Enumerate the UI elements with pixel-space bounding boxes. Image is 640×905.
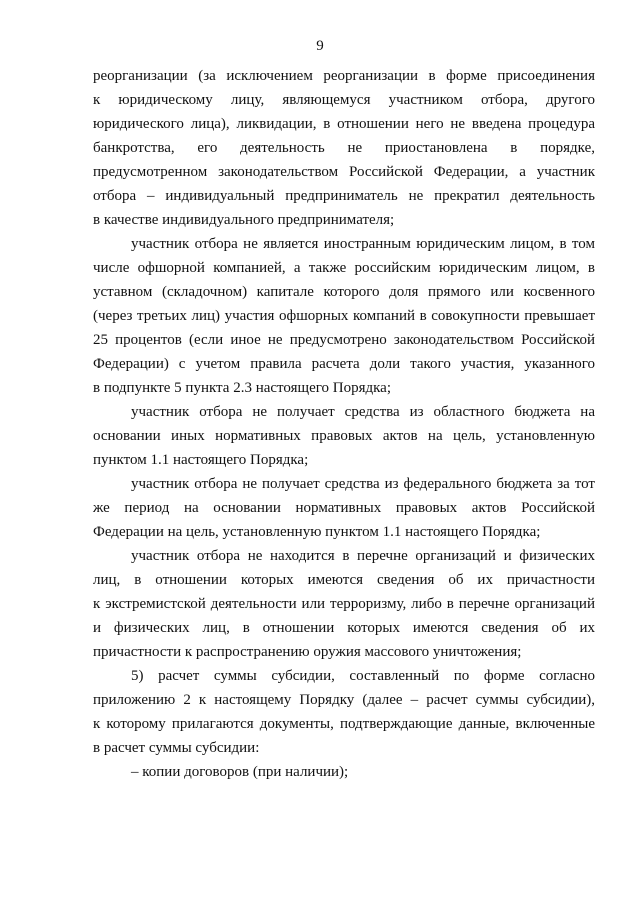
paragraph bbox=[93, 664, 595, 760]
text-line: к экстремистской деятельности или терроризму, либо в перечне организаций bbox=[93, 596, 595, 612]
text-line: числе офшорной компанией, а также российским юридическим лицом, в bbox=[93, 260, 595, 276]
paragraph bbox=[93, 544, 595, 664]
text-line: в качестве индивидуального предпринимателя; bbox=[93, 212, 395, 228]
text-line: в расчет суммы субсидии: bbox=[93, 740, 260, 756]
text-line: основании иных нормативных правовых актов на цель, установленную bbox=[93, 428, 595, 444]
text-line: уставном (складочном) капитале которого доля прямого или косвенного bbox=[93, 284, 595, 300]
text-line: лиц, в отношении которых имеются сведения об их причастности bbox=[93, 572, 595, 588]
text-line: предусмотренном законодательством Российской Федерации, а участник bbox=[93, 164, 595, 180]
text-line: в подпункте 5 пункта 2.3 настоящего Порядка; bbox=[93, 380, 392, 396]
text-line: юридического лица), ликвидации, в отношении него не введена процедура bbox=[93, 116, 595, 132]
text-line: причастности к распространению оружия массового уничтожения; bbox=[93, 644, 522, 660]
text-line: пунктом 1.1 настоящего Порядка; bbox=[93, 452, 309, 468]
document-body bbox=[93, 64, 595, 784]
text-line: (через третьих лиц) участия офшорных компаний в совокупности превышает bbox=[93, 308, 595, 324]
text-line: участник отбора не находится в перечне организаций и физических bbox=[131, 548, 595, 564]
text-line: – копии договоров (при наличии); bbox=[131, 764, 349, 780]
text-line: участник отбора не получает средства из федерального бюджета за тот bbox=[131, 476, 595, 492]
text-line: участник отбора не получает средства из областного бюджета на bbox=[131, 404, 595, 420]
text-line: и физических лиц, в отношении которых имеются сведения об их bbox=[93, 620, 595, 636]
paragraph bbox=[93, 472, 595, 544]
text-line: отбора – индивидуальный предприниматель не прекратил деятельность bbox=[93, 188, 595, 204]
text-line: 25 процентов (если иное не предусмотрено законодательством Российской bbox=[93, 332, 595, 348]
text-line: же период на основании нормативных правовых актов Российской bbox=[93, 500, 595, 516]
text-line: к которому прилагаются документы, подтверждающие данные, включенные bbox=[93, 716, 595, 732]
page-number: 9 bbox=[316, 38, 324, 54]
text-line: реорганизации (за исключением реорганизации в форме присоединения bbox=[93, 68, 595, 84]
text-line: Федерации) с учетом правила расчета доли такого участия, указанного bbox=[93, 356, 595, 372]
paragraph bbox=[93, 760, 595, 784]
text-line: приложению 2 к настоящему Порядку (далее – расчет суммы субсидии), bbox=[93, 692, 595, 708]
text-line: участник отбора не является иностранным юридическим лицом, в том bbox=[131, 236, 595, 252]
paragraph bbox=[93, 64, 595, 232]
paragraph bbox=[93, 232, 595, 400]
paragraph bbox=[93, 400, 595, 472]
text-line: к юридическому лицу, являющемуся участником отбора, другого bbox=[93, 92, 595, 108]
text-line: 5) расчет суммы субсидии, составленный по форме согласно bbox=[131, 668, 595, 684]
text-line: банкротства, его деятельность не приостановлена в порядке, bbox=[93, 140, 595, 156]
text-line: Федерации на цель, установленную пунктом 1.1 настоящего Порядка; bbox=[93, 524, 541, 540]
